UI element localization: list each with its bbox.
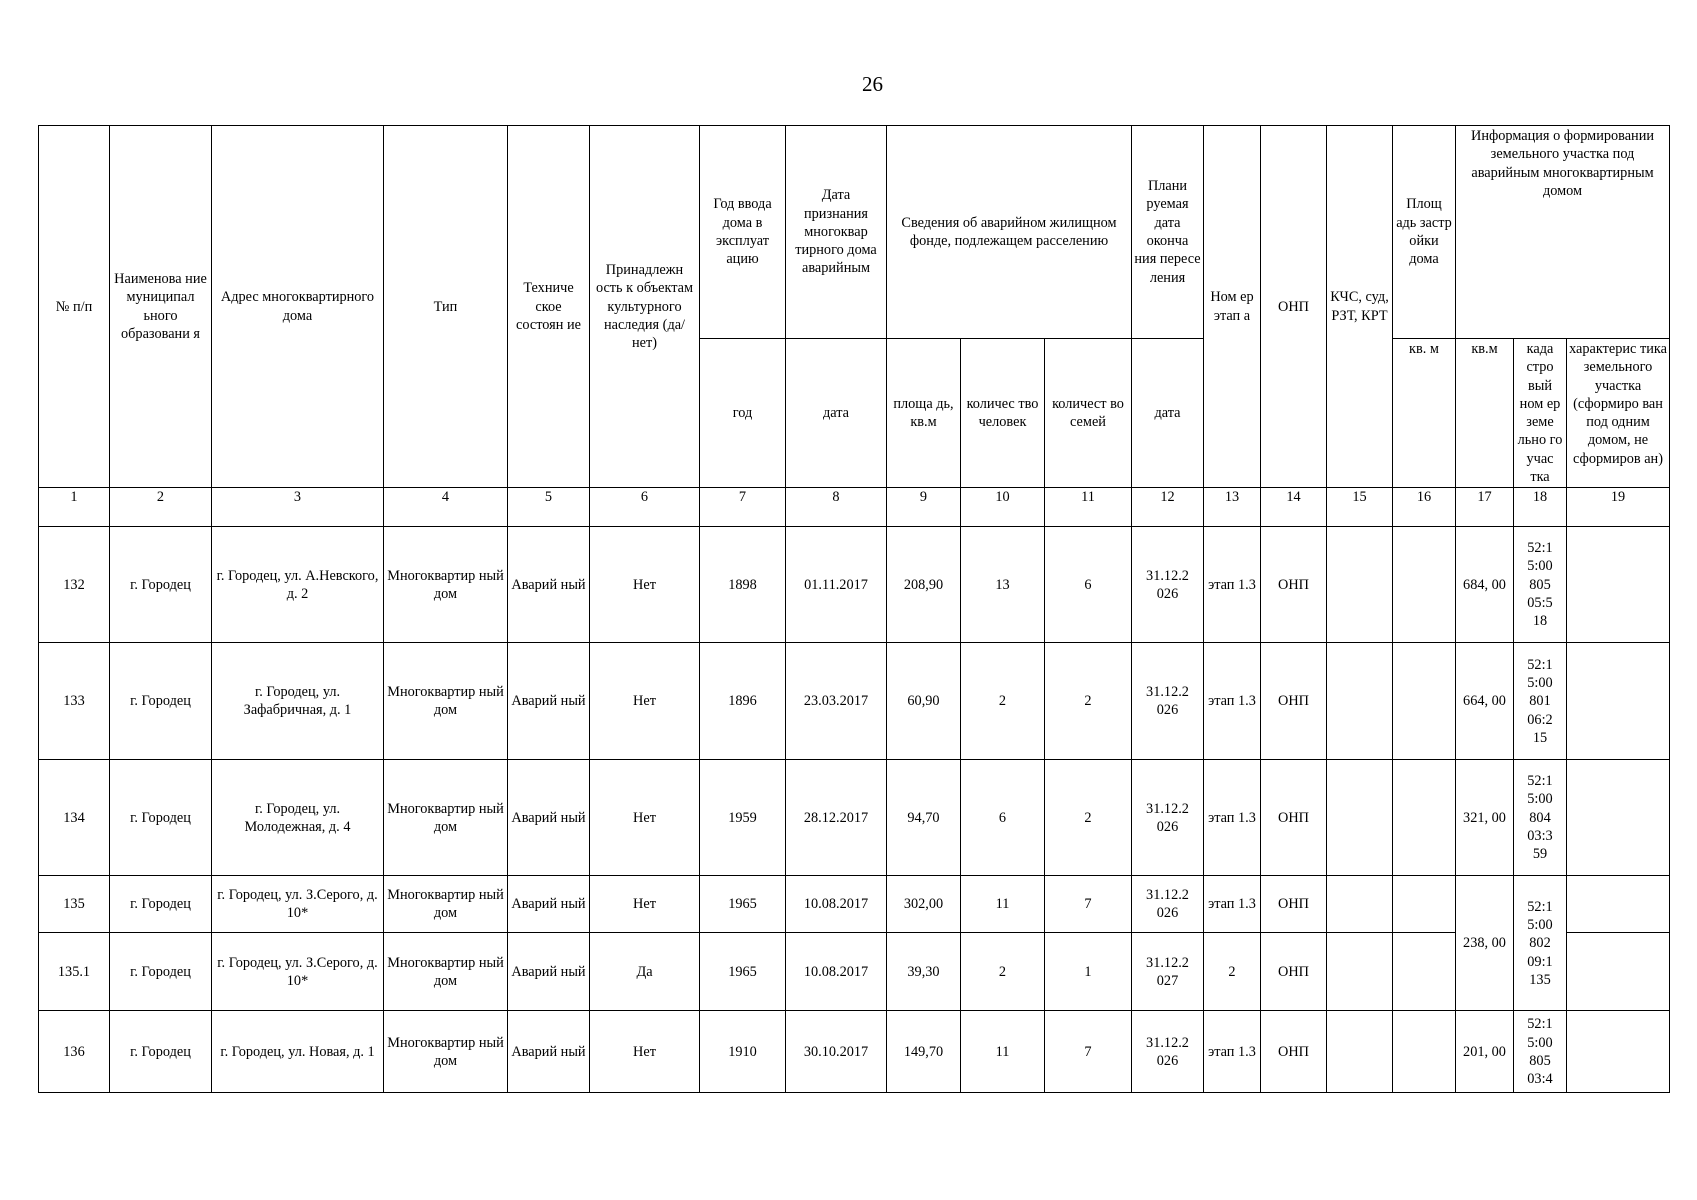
address: г. Городец, ул. З.Серого, д. 10* xyxy=(212,876,384,933)
sub-plan-date: дата xyxy=(1132,339,1204,488)
built-area xyxy=(1393,760,1456,876)
area: 208,90 xyxy=(887,527,961,643)
land-area: 201, 00 xyxy=(1456,1011,1514,1093)
sub-land-area-unit: кв.м xyxy=(1456,339,1514,488)
page-number: 26 xyxy=(862,72,883,96)
planned-date: 31.12.2 026 xyxy=(1132,643,1204,760)
row-number: 132 xyxy=(39,527,110,643)
kchs xyxy=(1327,1011,1393,1093)
column-number: 1 xyxy=(39,488,110,527)
cadastre-number: 52:1 5:00 805 03:4 xyxy=(1514,1011,1567,1093)
municipality: г. Городец xyxy=(110,527,212,643)
onp: ОНП xyxy=(1261,1011,1327,1093)
column-number: 18 xyxy=(1514,488,1567,527)
header-kchs: КЧС, суд, РЗТ, КРТ xyxy=(1327,126,1393,488)
planned-date: 31.12.2 026 xyxy=(1132,760,1204,876)
header-municipality: Наименова ние муниципал ьного образовани я xyxy=(110,126,212,488)
cadastre-number: 52:1 5:00 804 03:3 59 xyxy=(1514,760,1567,876)
header-tech-state: Техниче ское состоян ие xyxy=(508,126,590,488)
land-area: 321, 00 xyxy=(1456,760,1514,876)
onp: ОНП xyxy=(1261,643,1327,760)
municipality: г. Городец xyxy=(110,1011,212,1093)
area: 39,30 xyxy=(887,933,961,1011)
row-number: 135.1 xyxy=(39,933,110,1011)
building-type: Многоквартир ный дом xyxy=(384,643,508,760)
sub-land-character: характерис тика земельного участка (сформиро ван под одним домом, не сформиров ан) xyxy=(1567,339,1670,488)
column-number: 6 xyxy=(590,488,700,527)
kchs xyxy=(1327,933,1393,1011)
building-type: Многоквартир ный дом xyxy=(384,933,508,1011)
column-number: 2 xyxy=(110,488,212,527)
year: 1898 xyxy=(700,527,786,643)
land-character xyxy=(1567,527,1670,643)
family-count: 6 xyxy=(1045,527,1132,643)
stage: этап 1.3 xyxy=(1204,876,1261,933)
people-count: 2 xyxy=(961,933,1045,1011)
built-area xyxy=(1393,933,1456,1011)
stage: 2 xyxy=(1204,933,1261,1011)
column-number: 13 xyxy=(1204,488,1261,527)
sub-built-area-unit: кв. м xyxy=(1393,339,1456,488)
stage: этап 1.3 xyxy=(1204,643,1261,760)
address: г. Городец, ул. Зафабричная, д. 1 xyxy=(212,643,384,760)
kchs xyxy=(1327,760,1393,876)
land-character xyxy=(1567,760,1670,876)
heritage: Нет xyxy=(590,1011,700,1093)
building-type: Многоквартир ный дом xyxy=(384,527,508,643)
tech-state: Аварий ный xyxy=(508,643,590,760)
row-number: 136 xyxy=(39,1011,110,1093)
header-address: Адрес многоквартирного дома xyxy=(212,126,384,488)
people-count: 11 xyxy=(961,1011,1045,1093)
address: г. Городец, ул. З.Серого, д. 10* xyxy=(212,933,384,1011)
kchs xyxy=(1327,876,1393,933)
recognition-date: 10.08.2017 xyxy=(786,876,887,933)
header-heritage: Принадлежн ость к объектам культурного наследия (да/нет) xyxy=(590,126,700,488)
address: г. Городец, ул. А.Невского, д. 2 xyxy=(212,527,384,643)
row-number: 133 xyxy=(39,643,110,760)
header-planned-date: Плани руемая дата оконча ния пересе ления xyxy=(1132,126,1204,339)
year: 1959 xyxy=(700,760,786,876)
header-recognition-date: Дата признания многоквар тирного дома аварийным xyxy=(786,126,887,339)
year: 1910 xyxy=(700,1011,786,1093)
land-area: 238, 00 xyxy=(1456,876,1514,1011)
municipality: г. Городец xyxy=(110,643,212,760)
recognition-date: 01.11.2017 xyxy=(786,527,887,643)
sub-people: количес тво человек xyxy=(961,339,1045,488)
table-row xyxy=(39,527,1670,643)
municipality: г. Городец xyxy=(110,760,212,876)
cadastre-number: 52:1 5:00 801 06:2 15 xyxy=(1514,643,1567,760)
column-number: 4 xyxy=(384,488,508,527)
tech-state: Аварий ный xyxy=(508,876,590,933)
building-type: Многоквартир ный дом xyxy=(384,876,508,933)
column-number: 19 xyxy=(1567,488,1670,527)
table-row xyxy=(39,876,1670,933)
onp: ОНП xyxy=(1261,760,1327,876)
building-type: Многоквартир ный дом xyxy=(384,1011,508,1093)
people-count: 6 xyxy=(961,760,1045,876)
address: г. Городец, ул. Новая, д. 1 xyxy=(212,1011,384,1093)
column-number: 11 xyxy=(1045,488,1132,527)
header-onp: ОНП xyxy=(1261,126,1327,488)
kchs xyxy=(1327,643,1393,760)
column-number-row xyxy=(39,488,1670,527)
column-number: 12 xyxy=(1132,488,1204,527)
year: 1896 xyxy=(700,643,786,760)
header-stage: Ном ер этап а xyxy=(1204,126,1261,488)
header-year-commissioned: Год ввода дома в эксплуат ацию xyxy=(700,126,786,339)
address: г. Городец, ул. Молодежная, д. 4 xyxy=(212,760,384,876)
family-count: 2 xyxy=(1045,643,1132,760)
column-number: 14 xyxy=(1261,488,1327,527)
header-emergency-fund: Сведения об аварийном жилищном фонде, подлежащем расселению xyxy=(887,126,1132,339)
family-count: 7 xyxy=(1045,1011,1132,1093)
tech-state: Аварий ный xyxy=(508,1011,590,1093)
header-type: Тип xyxy=(384,126,508,488)
people-count: 11 xyxy=(961,876,1045,933)
built-area xyxy=(1393,876,1456,933)
cadastre-number: 52:1 5:00 805 05:5 18 xyxy=(1514,527,1567,643)
recognition-date: 23.03.2017 xyxy=(786,643,887,760)
family-count: 7 xyxy=(1045,876,1132,933)
municipality: г. Городец xyxy=(110,876,212,933)
tech-state: Аварий ный xyxy=(508,933,590,1011)
table-body xyxy=(39,527,1670,1093)
heritage: Нет xyxy=(590,643,700,760)
built-area xyxy=(1393,527,1456,643)
heritage: Да xyxy=(590,933,700,1011)
year: 1965 xyxy=(700,876,786,933)
heritage: Нет xyxy=(590,876,700,933)
onp: ОНП xyxy=(1261,527,1327,643)
row-number: 135 xyxy=(39,876,110,933)
land-character xyxy=(1567,876,1670,933)
sub-families: количест во семей xyxy=(1045,339,1132,488)
header-number: № п/п xyxy=(39,126,110,488)
column-number: 9 xyxy=(887,488,961,527)
stage: этап 1.3 xyxy=(1204,527,1261,643)
column-number: 5 xyxy=(508,488,590,527)
year: 1965 xyxy=(700,933,786,1011)
area: 94,70 xyxy=(887,760,961,876)
area: 149,70 xyxy=(887,1011,961,1093)
header-row-main xyxy=(39,126,1670,339)
recognition-date: 28.12.2017 xyxy=(786,760,887,876)
building-type: Многоквартир ный дом xyxy=(384,760,508,876)
municipality: г. Городец xyxy=(110,933,212,1011)
people-count: 2 xyxy=(961,643,1045,760)
column-number: 3 xyxy=(212,488,384,527)
area: 302,00 xyxy=(887,876,961,933)
heritage: Нет xyxy=(590,527,700,643)
emergency-housing-table xyxy=(38,125,1670,1093)
stage: этап 1.3 xyxy=(1204,760,1261,876)
sub-area: площа дь, кв.м xyxy=(887,339,961,488)
family-count: 1 xyxy=(1045,933,1132,1011)
column-number: 7 xyxy=(700,488,786,527)
row-number: 134 xyxy=(39,760,110,876)
land-character xyxy=(1567,933,1670,1011)
header-built-area: Площ адь застр ойки дома xyxy=(1393,126,1456,339)
heritage: Нет xyxy=(590,760,700,876)
people-count: 13 xyxy=(961,527,1045,643)
area: 60,90 xyxy=(887,643,961,760)
family-count: 2 xyxy=(1045,760,1132,876)
planned-date: 31.12.2 026 xyxy=(1132,1011,1204,1093)
built-area xyxy=(1393,643,1456,760)
sub-date: дата xyxy=(786,339,887,488)
stage: этап 1.3 xyxy=(1204,1011,1261,1093)
tech-state: Аварий ный xyxy=(508,527,590,643)
table-row xyxy=(39,643,1670,760)
column-number: 17 xyxy=(1456,488,1514,527)
land-area: 664, 00 xyxy=(1456,643,1514,760)
sub-cadastre: када стро вый ном ер земе льно го учас тка xyxy=(1514,339,1567,488)
planned-date: 31.12.2 026 xyxy=(1132,527,1204,643)
kchs xyxy=(1327,527,1393,643)
recognition-date: 30.10.2017 xyxy=(786,1011,887,1093)
land-character xyxy=(1567,643,1670,760)
planned-date: 31.12.2 026 xyxy=(1132,876,1204,933)
cadastre-number: 52:1 5:00 802 09:1 135 xyxy=(1514,876,1567,1011)
onp: ОНП xyxy=(1261,876,1327,933)
planned-date: 31.12.2 027 xyxy=(1132,933,1204,1011)
onp: ОНП xyxy=(1261,933,1327,1011)
built-area xyxy=(1393,1011,1456,1093)
column-number: 10 xyxy=(961,488,1045,527)
column-number: 8 xyxy=(786,488,887,527)
land-character xyxy=(1567,1011,1670,1093)
recognition-date: 10.08.2017 xyxy=(786,933,887,1011)
tech-state: Аварий ный xyxy=(508,760,590,876)
column-number: 16 xyxy=(1393,488,1456,527)
table-row xyxy=(39,760,1670,876)
table-row xyxy=(39,933,1670,1011)
table-row xyxy=(39,1011,1670,1093)
land-area: 684, 00 xyxy=(1456,527,1514,643)
sub-year: год xyxy=(700,339,786,488)
header-land-info: Информация о формировании земельного участка под аварийным многоквартирным домом xyxy=(1456,126,1670,339)
column-number: 15 xyxy=(1327,488,1393,527)
